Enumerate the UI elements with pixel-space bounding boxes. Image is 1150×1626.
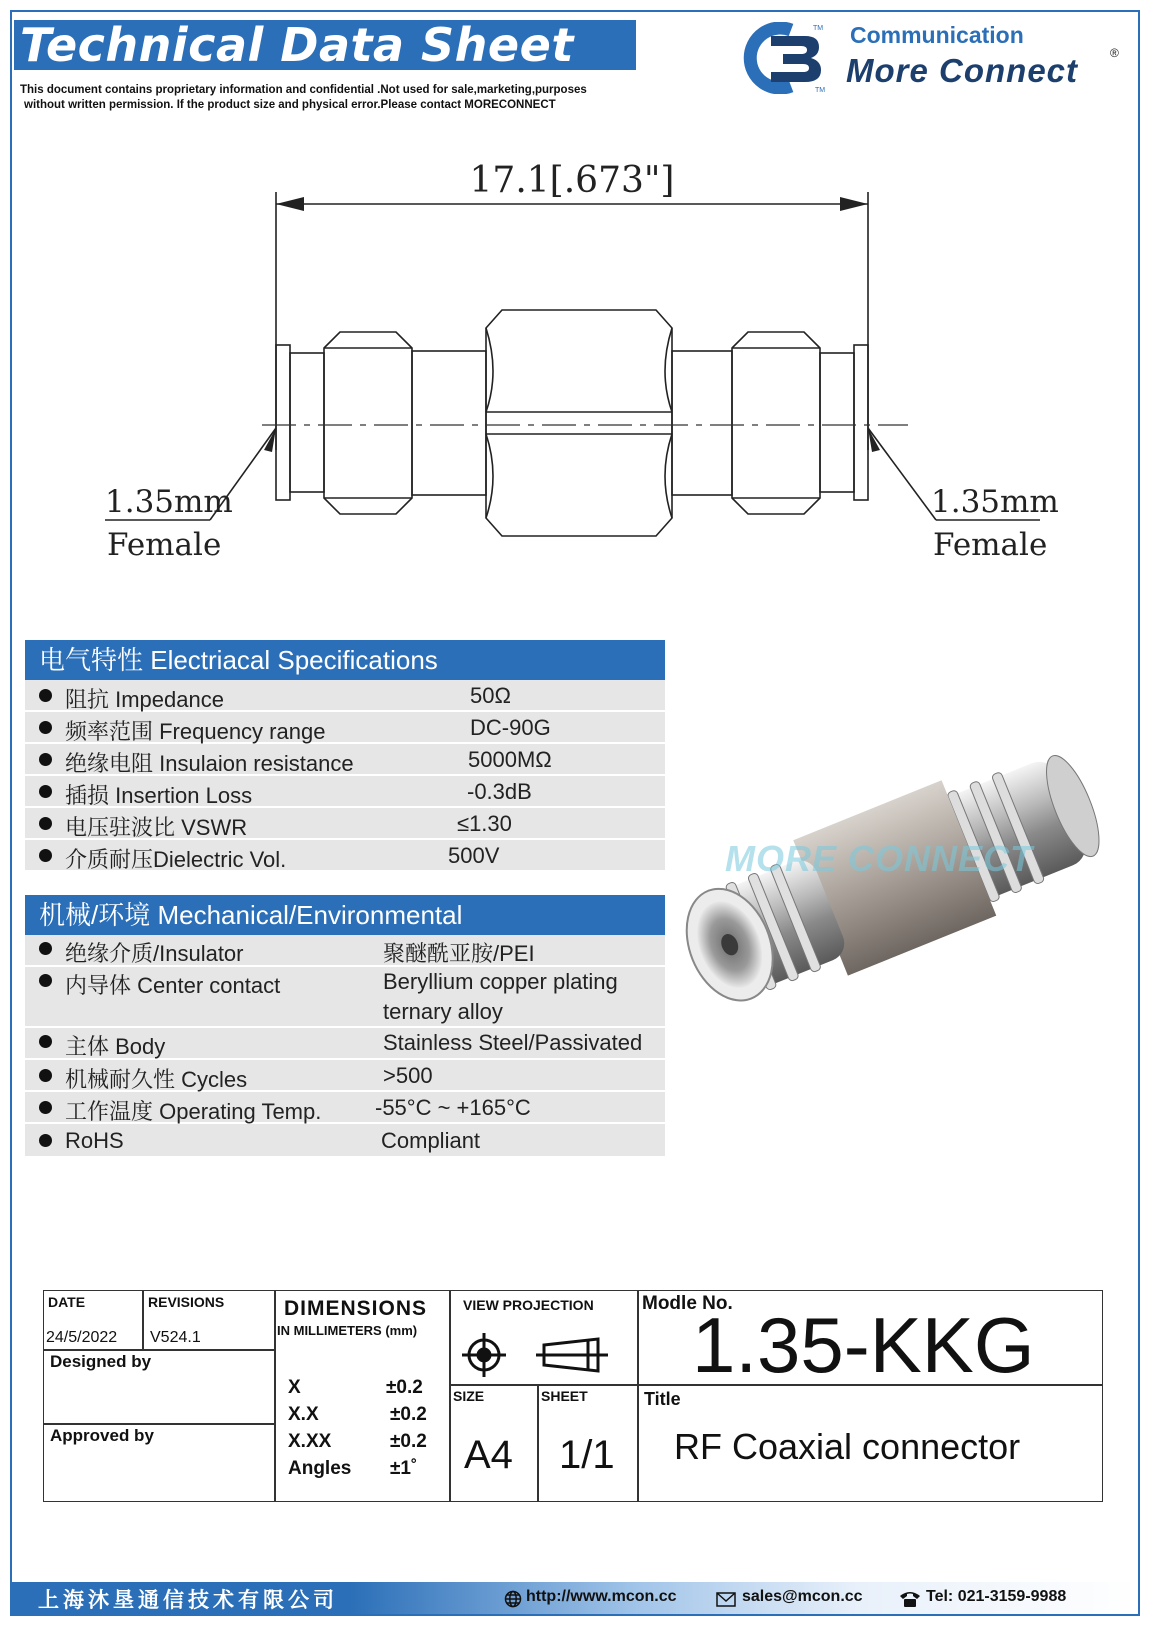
svg-text:TM: TM (815, 87, 825, 94)
bullet-icon (39, 785, 52, 798)
spec-row-dielectric (25, 840, 665, 872)
mail-icon (716, 1592, 736, 1607)
spec-label: RoHS (65, 1128, 124, 1153)
dimensions-unit: IN MILLIMETERS (mm) (277, 1323, 418, 1338)
website-link[interactable]: http://www.mcon.cc (526, 1588, 677, 1605)
company-logo-icon (735, 22, 825, 94)
spec-row-frequency (25, 712, 665, 744)
spec-label: 插损 Insertion Loss (65, 783, 253, 808)
spec-row-center-contact (25, 967, 665, 1028)
spec-label: 电压驻波比 VSWR (65, 815, 248, 840)
spec-row-impedance (25, 680, 665, 712)
spec-label: 绝缘电阻 Insulaion resistance (65, 751, 354, 776)
bullet-icon (39, 1101, 52, 1114)
brand-line-more-connect: More Connect (846, 52, 1079, 89)
spec-value: 聚醚酰亚胺/PEI (383, 941, 535, 966)
disclaimer (20, 83, 660, 113)
spec-value-line-2: ternary alloy (383, 999, 503, 1024)
model-number-value: 1.35-KKG (692, 1301, 1035, 1389)
spec-value: 5000MΩ (468, 747, 552, 772)
spec-value: >500 (383, 1063, 433, 1088)
bullet-icon (39, 1035, 52, 1048)
tolerance-key: X (288, 1377, 301, 1398)
disclaimer-line-2: without written permission. If the product size and physical error.Please contact MORECONNECT (24, 99, 556, 111)
size-label: SIZE (453, 1388, 485, 1404)
tolerance-value: ±1˚ (390, 1458, 418, 1479)
spec-value: ≤1.30 (457, 811, 512, 836)
bullet-icon (39, 1134, 52, 1147)
view-projection-label: VIEW PROJECTION (463, 1297, 594, 1313)
date-value: 24/5/2022 (46, 1329, 118, 1346)
title-banner (14, 20, 636, 70)
spec-row-insulation (25, 744, 665, 776)
phone-icon (898, 1590, 922, 1608)
sheet-value: 1/1 (559, 1433, 615, 1477)
disclaimer-line-1: This document contains proprietary information and confidential .Not used for sale,marketing,purposes (20, 84, 587, 96)
spec-label: 机械耐久性 Cycles (65, 1067, 248, 1092)
footer-bar (12, 1582, 1138, 1614)
tolerance-key: X.X (288, 1404, 319, 1425)
spec-row-body (25, 1028, 665, 1060)
left-gender-label: Female (107, 527, 222, 563)
right-size-label: 1.35mm (931, 484, 1059, 520)
product-photo (670, 740, 1140, 1040)
bullet-icon (39, 817, 52, 830)
brand-line-communication: Communication (850, 22, 1024, 48)
spec-label: 主体 Body (65, 1034, 166, 1059)
first-angle-projection-icon (462, 1327, 624, 1381)
tolerance-value: ±0.2 (390, 1431, 427, 1452)
dimensions-label: DIMENSIONS (284, 1297, 428, 1320)
tolerance-value: ±0.2 (390, 1404, 427, 1425)
spec-value: DC-90G (470, 715, 551, 740)
email-link[interactable]: sales@mcon.cc (742, 1588, 863, 1605)
spec-label: 工作温度 Operating Temp. (65, 1099, 322, 1124)
spec-value: Compliant (381, 1128, 481, 1153)
registered-mark: ® (1110, 46, 1119, 60)
bullet-icon (39, 689, 52, 702)
model-number-label: Modle No. (642, 1293, 733, 1314)
spec-row-insertion-loss (25, 776, 665, 808)
electrical-spec-heading: 电气特性 Electriacal Specifications (25, 640, 665, 680)
spec-row-rohs (25, 1124, 665, 1158)
title-value: RF Coaxial connector (674, 1426, 1021, 1467)
spec-value: -55°C ~ +165°C (375, 1095, 531, 1120)
spec-value: 50Ω (470, 683, 511, 708)
spec-label: 阻抗 Impedance (65, 687, 224, 712)
spec-row-cycles (25, 1060, 665, 1092)
sheet-label: SHEET (541, 1388, 588, 1404)
connector-drawing (100, 150, 1100, 610)
tolerance-key: X.XX (288, 1431, 332, 1452)
document-title: Technical Data Sheet (20, 18, 574, 72)
spec-row-insulator (25, 935, 665, 967)
spec-value: Stainless Steel/Passivated (383, 1030, 643, 1055)
title-label: Title (644, 1389, 681, 1409)
spec-row-operating-temp (25, 1092, 665, 1124)
overall-length-label: 17.1[.673"] (469, 160, 675, 201)
date-label: DATE (48, 1294, 86, 1310)
designed-by-label: Designed by (50, 1352, 152, 1371)
bullet-icon (39, 1069, 52, 1082)
bullet-icon (39, 753, 52, 766)
revisions-label: REVISIONS (148, 1294, 225, 1310)
tolerance-key: Angles (288, 1458, 352, 1479)
mechanical-spec-table (25, 935, 665, 1158)
spec-row-vswr (25, 808, 665, 840)
bullet-icon (39, 942, 52, 955)
spec-label: 绝缘介质/Insulator (65, 941, 244, 966)
spec-value: 500V (448, 843, 500, 868)
spec-label: 内导体 Center contact (65, 973, 281, 998)
bullet-icon (39, 974, 52, 987)
spec-label: 介质耐压Dielectric Vol. (65, 847, 287, 872)
spec-value: Beryllium copper plating (383, 969, 618, 994)
size-value: A4 (464, 1433, 513, 1477)
photo-watermark: MORE CONNECT (725, 838, 1033, 879)
bullet-icon (39, 721, 52, 734)
left-size-label: 1.35mm (105, 484, 233, 520)
tolerance-value: ±0.2 (386, 1377, 423, 1398)
approved-by-label: Approved by (50, 1426, 154, 1445)
globe-icon (504, 1590, 522, 1608)
revisions-value: V524.1 (150, 1329, 201, 1346)
title-block (43, 1290, 1103, 1502)
svg-text:TM: TM (813, 25, 824, 32)
company-name: 上海沐垦通信技术有限公司 (38, 1587, 338, 1612)
spec-label: 频率范围 Frequency range (65, 719, 326, 744)
right-gender-label: Female (933, 527, 1048, 563)
bullet-icon (39, 849, 52, 862)
mechanical-spec-heading: 机械/环境 Mechanical/Environmental (25, 895, 665, 935)
electrical-spec-table (25, 680, 665, 872)
phone-number: Tel: 021-3159-9988 (926, 1588, 1067, 1605)
spec-value: -0.3dB (467, 779, 532, 804)
